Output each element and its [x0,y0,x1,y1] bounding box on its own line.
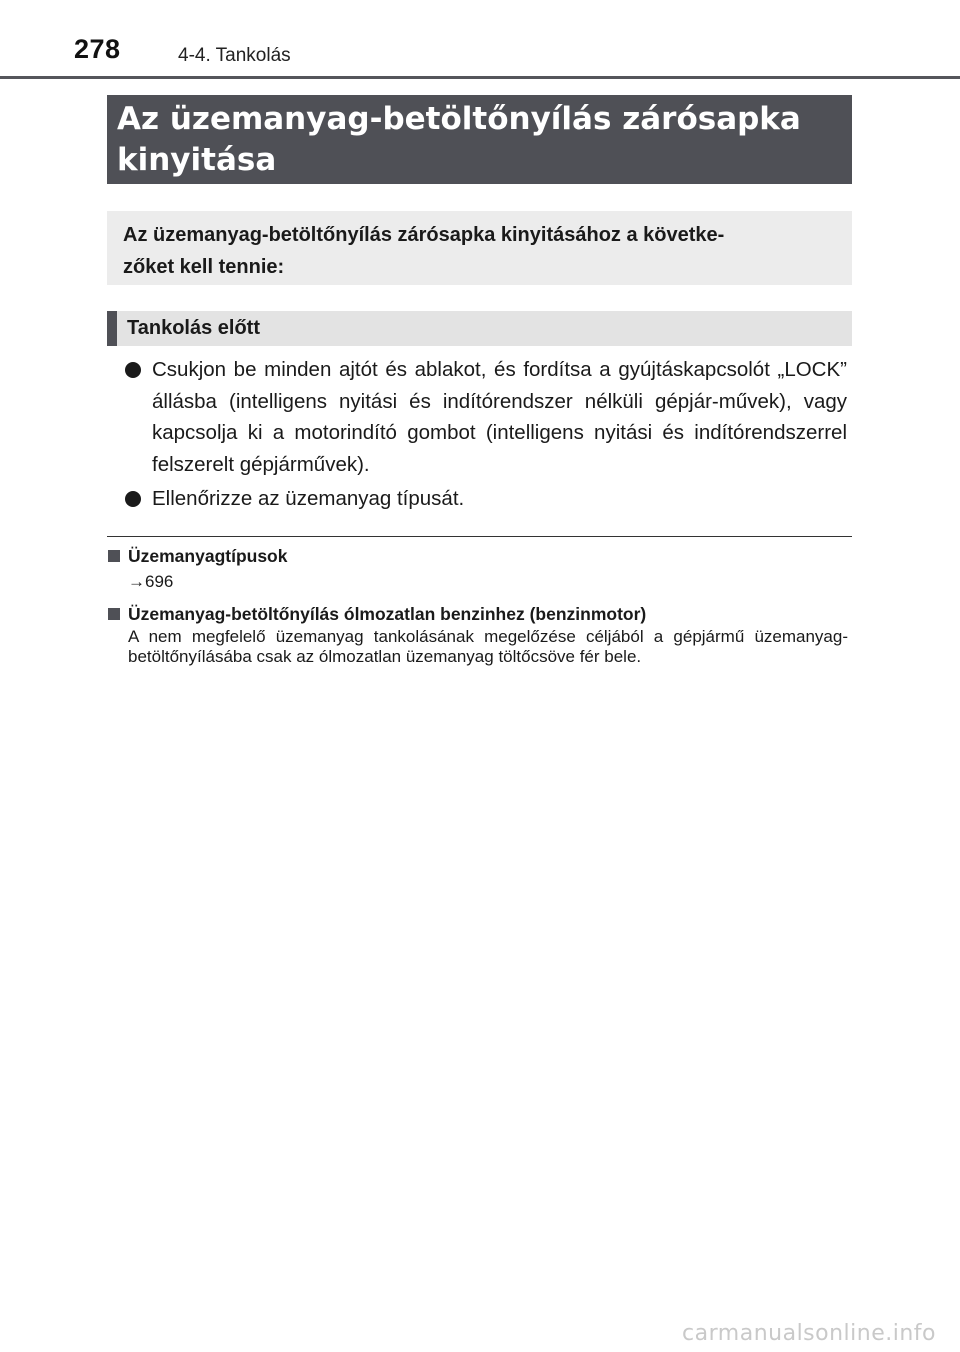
intro-box [107,211,852,285]
note-title [108,603,848,625]
page-title-line-2: kinyitása [117,142,277,178]
page-title-line-1: Az üzemanyag-betöltőnyílás zárósapka [117,101,801,137]
bullet-dot-icon [125,491,141,507]
header-rule [0,76,960,79]
list-item [125,354,847,480]
divider [107,536,852,537]
intro-line-2: zőket kell tennie: [123,256,285,278]
intro-text [123,219,836,283]
bullet-text: Csukjon be minden ajtót és ablakot, és fordítsa a gyújtáskapcsolót „LOCK” állásba (intelligens nyitási és indítórendszer nélküli gépjár-művek), vagy kapcsolja ki a motorindító gombot (intelligens nyitási és indítórendszerrel felszerelt gépjárművek). [152,358,847,476]
subheader [107,311,852,346]
intro-line-1: Az üzemanyag-betöltőnyílás zárósapka kinyitásához a követke- [123,224,725,246]
square-bullet-icon [108,608,120,620]
note-title [108,545,848,567]
bullet-dot-icon [125,362,141,378]
list-item [125,483,847,515]
title-bar [107,95,852,184]
notes [108,545,848,677]
bullet-text: Ellenőrizze az üzemanyag típusát. [152,487,465,510]
page-number: 278 [74,34,121,64]
note-body: A nem megfelelő üzemanyag tankolásának megelőzése céljából a gépjármű üzemanyag-betöltőnyílásába csak az ólmozatlan üzemanyag töltőcsöve fér bele. [128,627,848,666]
section-header: 4-4. Tankolás [178,45,291,66]
page-title [117,99,842,181]
page-reference-link[interactable]: →696 [128,572,174,591]
subheader-label: Tankolás előtt [127,317,260,339]
note-title-text: Üzemanyag-betöltőnyílás ólmozatlan benzinhez (benzinmotor) [128,604,647,624]
watermark: carmanualsonline.info [682,1321,936,1346]
bullet-list [125,354,847,518]
square-bullet-icon [108,550,120,562]
note-title-text: Üzemanyagtípusok [128,546,288,566]
